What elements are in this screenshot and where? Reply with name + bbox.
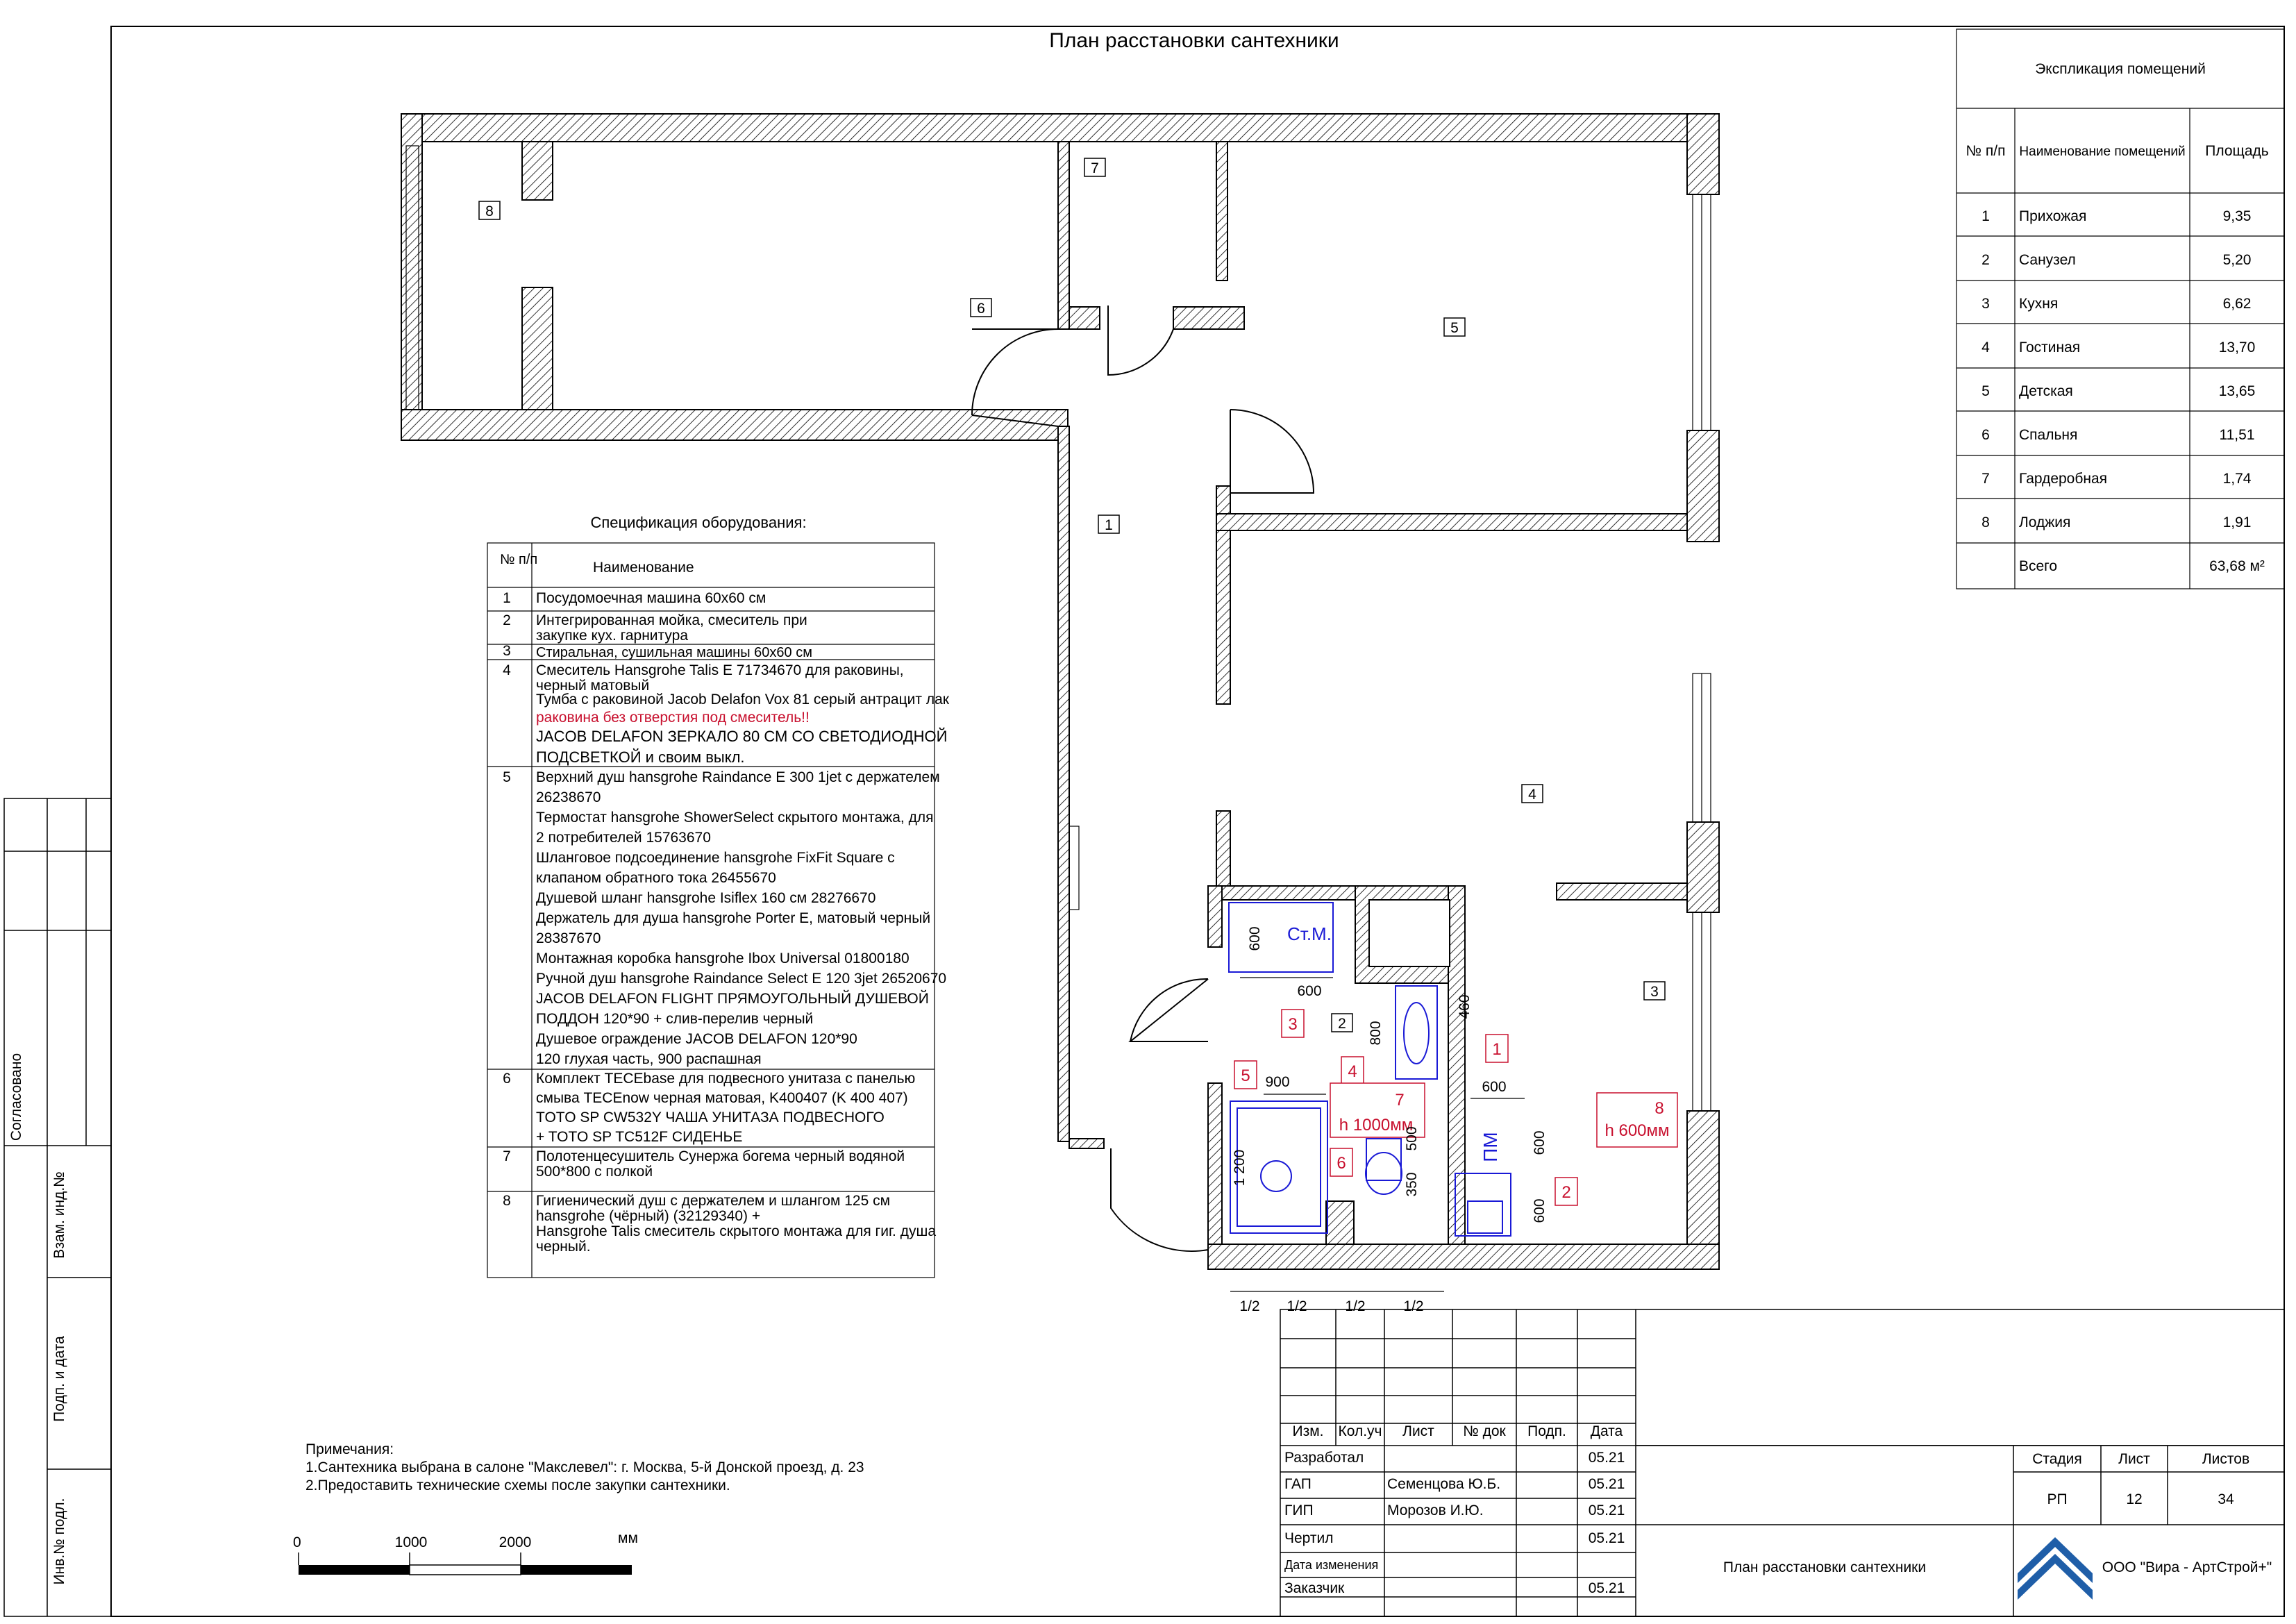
tb-drawing-name: План расстановки сантехники [1723, 1559, 1927, 1575]
room-tag-5: 5 [1450, 320, 1459, 336]
marker-4: 4 [1348, 1062, 1357, 1081]
dim-half-3: 1/2 [1345, 1298, 1366, 1314]
tb-sheet-label: Лист [2118, 1451, 2150, 1467]
spec-row-no: 8 [503, 1193, 511, 1209]
marker-7: 7 [1395, 1091, 1405, 1110]
dim-460: 460 [1457, 994, 1473, 1019]
marker-3: 3 [1288, 1015, 1298, 1034]
spec-row-line: ПОДДОН 120*90 + слив-перелив черный [536, 1011, 814, 1027]
spec-row-line: Стиральная, сушильная машины 60х60 см [536, 645, 812, 660]
tb-row-date: 05.21 [1588, 1530, 1625, 1546]
room-row-area: 13,65 [2218, 383, 2256, 399]
stamp-replace-inv: Взам. инд.№ [51, 1171, 67, 1259]
notes-line-2: 2.Предоставить технические схемы после закупки сантехники. [305, 1477, 730, 1493]
kitchen-sink [1468, 1201, 1502, 1233]
tb-company: ООО "Вира - АртСтрой+" [2102, 1559, 2272, 1575]
room-row-name: Лоджия [2019, 514, 2071, 530]
dim-600-b: 600 [1297, 983, 1322, 999]
spec-row-line: 26238670 [536, 789, 601, 805]
spec-row-line: JACOB DELAFON FLIGHT ПРЯМОУГОЛЬНЫЙ ДУШЕВОЙ [536, 991, 929, 1007]
washing-machine-label: Ст.М. [1287, 923, 1332, 944]
tb-stage: РП [2047, 1491, 2068, 1507]
room-row-name: Детская [2019, 383, 2073, 399]
spec-col-name: Наименование [593, 560, 694, 576]
spec-row-no: 6 [503, 1071, 511, 1087]
marker-1: 1 [1492, 1040, 1502, 1059]
spec-row-line: Термостат hansgrohe ShowerSelect скрытого монтажа, для [536, 810, 934, 826]
tb-row-name: Морозов И.Ю. [1387, 1502, 1484, 1518]
room-tag-1: 1 [1105, 517, 1113, 533]
spec-row-no: 7 [503, 1148, 511, 1164]
room-tag-6: 6 [977, 301, 985, 317]
tb-row-name: Семенцова Ю.Б. [1387, 1476, 1501, 1492]
spec-col-no: № п/п [500, 552, 538, 567]
tb-col-sign: Подп. [1527, 1423, 1566, 1439]
tb-col-doc: № док [1463, 1423, 1506, 1439]
tb-col-izm: Изм. [1292, 1423, 1324, 1439]
spec-row-line: 28387670 [536, 930, 601, 946]
room-row-name: Санузел [2019, 252, 2076, 268]
spec-row-line: 2 потребителей 15763670 [536, 830, 711, 846]
notes-line-1: 1.Сантехника выбрана в салоне "Макслевел": г. Москва, 5-й Донской проезд, д. 23 [305, 1459, 864, 1475]
rooms-col-no: № п/п [1966, 143, 2006, 159]
room-tag-2: 2 [1338, 1016, 1346, 1032]
room-row-name: Гардеробная [2019, 471, 2108, 487]
dim-900: 900 [1265, 1074, 1290, 1090]
room-row-no: 3 [1981, 296, 1990, 312]
dim-600-st: 600 [1247, 926, 1263, 951]
room-row-area: 9,35 [2222, 208, 2252, 224]
niche-interior [1369, 900, 1450, 966]
spec-row-line: Держатель для душа hansgrohe Porter E, матовый черный [536, 910, 931, 926]
stamp-sign-date: Подп. и дата [51, 1336, 67, 1422]
rooms-col-area: Площадь [2205, 143, 2269, 159]
scale-unit: мм [618, 1530, 638, 1546]
tb-col-list: Лист [1402, 1423, 1434, 1439]
scale-bar [299, 1552, 632, 1575]
spec-row-warning: раковина без отверстия под смеситель!! [536, 710, 810, 726]
spec-row-line: Тумба с раковиной Jacob Delafon Vox 81 серый антрацит лак [536, 692, 949, 708]
spec-row-line: Смеситель Hansgrohe Talis E 71734670 для раковины, [536, 662, 904, 678]
tb-row-role: Дата изменения [1284, 1558, 1379, 1572]
spec-row-line: hansgrohe (чёрный) (32129340) + [536, 1208, 761, 1224]
tb-sheets-label: Листов [2202, 1451, 2250, 1467]
marker-2: 2 [1561, 1183, 1571, 1202]
spec-row-line: Монтажная коробка hansgrohe Ibox Universal 01800180 [536, 951, 910, 966]
sheet-title: План расстановки сантехники [1049, 29, 1339, 52]
dim-500: 500 [1404, 1126, 1420, 1151]
room-row-no: 4 [1981, 340, 1990, 355]
room-row-area: 5,20 [2222, 252, 2252, 268]
tb-row-role: Разработал [1284, 1450, 1364, 1466]
spec-row-line: Посудомоечная машина 60х60 см [536, 590, 766, 606]
spec-row-line: черный матовый [536, 678, 650, 694]
spec-row-no: 5 [503, 769, 511, 785]
spec-row-no: 1 [503, 590, 511, 606]
room-row-no: 5 [1981, 383, 1990, 399]
toilet [1366, 1139, 1401, 1180]
tb-row-date: 05.21 [1588, 1450, 1625, 1466]
tb-row-role: ГАП [1284, 1476, 1312, 1492]
rooms-rows [1981, 208, 2255, 530]
spec-title: Спецификация оборудования: [590, 514, 807, 531]
rooms-total-area: 63,68 м² [2209, 558, 2265, 574]
marker-5: 5 [1241, 1066, 1250, 1085]
dim-1200: 1 200 [1232, 1149, 1248, 1187]
dim-600-e: 600 [1532, 1198, 1548, 1223]
spec-row-line: Верхний душ hansgrohe Raindance E 300 1jet с держателем [536, 769, 940, 785]
stamp-inv-orig: Инв.№ подл. [51, 1498, 67, 1585]
tb-col-date: Дата [1590, 1423, 1623, 1439]
dim-half-4: 1/2 [1403, 1298, 1424, 1314]
room-row-area: 1,74 [2222, 471, 2252, 487]
spec-row-no: 2 [503, 612, 511, 628]
spec-row-line: Шланговое подсоединение hansgrohe FixFit Square с [536, 850, 895, 866]
spec-row-line: закупке кух. гарнитура [536, 628, 688, 644]
company-logo [2016, 1530, 2094, 1602]
dim-600-c: 600 [1482, 1079, 1507, 1095]
dim-half-2: 1/2 [1287, 1298, 1307, 1314]
shower-drain-icon [1261, 1161, 1291, 1191]
tb-row-date: 05.21 [1588, 1476, 1625, 1492]
spec-row-line: 120 глухая часть, 900 распашная [536, 1051, 762, 1067]
spec-row-no: 4 [503, 662, 511, 678]
scale-0: 0 [293, 1534, 301, 1550]
rooms-total-label: Всего [2019, 558, 2058, 574]
spec-row-line: ПОДСВЕТКОЙ и своим выкл. [536, 748, 745, 766]
tb-row-date: 05.21 [1588, 1502, 1625, 1518]
spec-row-line: JACOB DELAFON ЗЕРКАЛО 80 СМ СО СВЕТОДИОДНОЙ [536, 728, 948, 745]
marker-8: 8 [1654, 1099, 1664, 1118]
spec-row-no: 3 [503, 643, 511, 659]
scale-2000: 2000 [498, 1534, 532, 1550]
room-row-no: 7 [1981, 471, 1990, 487]
tb-row-role: Заказчик [1284, 1580, 1345, 1596]
room-row-name: Спальня [2019, 427, 2078, 443]
notes-title: Примечания: [305, 1441, 394, 1457]
room-row-no: 1 [1981, 208, 1990, 224]
scale-1000: 1000 [394, 1534, 428, 1550]
dim-350: 350 [1404, 1172, 1420, 1197]
doors [972, 305, 1314, 1251]
spec-row-line: черный. [536, 1239, 591, 1255]
tb-stage-label: Стадия [2032, 1451, 2082, 1467]
spec-row-line: + TOTO SP TC512F СИДЕНЬЕ [536, 1129, 743, 1145]
spec-row-line: клапаном обратного тока 26455670 [536, 870, 776, 886]
room-row-area: 11,51 [2219, 427, 2255, 443]
room-row-area: 1,91 [2222, 514, 2252, 530]
tb-row-role: ГИП [1284, 1502, 1314, 1518]
spec-row-line: Hansgrohe Talis смеситель скрытого монтажа для гиг. душа [536, 1223, 936, 1239]
marker-6: 6 [1336, 1154, 1346, 1173]
dim-800: 800 [1368, 1021, 1384, 1046]
spec-row-line: Полотенцесушитель Сунержа богема черный водяной [536, 1148, 905, 1164]
spec-row-line: Душевое ограждение JACOB DELAFON 120*90 [536, 1031, 857, 1047]
spec-rows [503, 590, 950, 1255]
tb-col-kol: Кол.уч [1338, 1423, 1382, 1439]
room-tag-8: 8 [485, 203, 494, 219]
spec-row-line: Гигиенический душ с держателем и шлангом 125 см [536, 1193, 891, 1209]
room-tag-7: 7 [1091, 160, 1099, 176]
towel-height-label: h 600мм [1604, 1121, 1670, 1140]
room-row-no: 6 [1981, 427, 1990, 443]
dishwasher-label: ПМ [1480, 1132, 1501, 1162]
spec-row-line: TOTO SP CW532Y ЧАША УНИТАЗА ПОДВЕСНОГО [536, 1110, 885, 1125]
sink-cabinet [1396, 986, 1437, 1079]
room-row-name: Прихожая [2019, 208, 2087, 224]
stamp-agreed: Согласовано [8, 1053, 24, 1141]
rooms-col-name: Наименование помещений [2019, 144, 2186, 159]
hygienic-height-label: h 1000мм [1339, 1116, 1414, 1135]
room-row-no: 2 [1981, 252, 1990, 268]
dim-half-1: 1/2 [1239, 1298, 1260, 1314]
spec-row-line: Комплект TECEbase для подвесного унитаза с панелью [536, 1071, 916, 1087]
room-tag-4: 4 [1528, 787, 1536, 803]
spec-row-line: 500*800 с полкой [536, 1164, 653, 1180]
spec-row-line: Душевой шланг hansgrohe Isiflex 160 см 28276670 [536, 890, 876, 906]
room-tag-3: 3 [1650, 984, 1659, 1000]
spec-row-line: Интегрированная мойка, смеситель при [536, 612, 807, 628]
sheet-frame [111, 26, 2284, 1616]
tb-sheets: 34 [2218, 1491, 2234, 1507]
tb-sheet: 12 [2126, 1491, 2143, 1507]
spec-row-line: Ручной душ hansgrohe Raindance Select E 120 3jet 26520670 [536, 971, 947, 987]
tb-row-role: Чертил [1284, 1530, 1334, 1546]
room-row-area: 13,70 [2218, 340, 2256, 355]
room-row-no: 8 [1981, 514, 1990, 530]
rooms-table-title: Экспликация помещений [2035, 61, 2206, 77]
tb-row-date: 05.21 [1588, 1580, 1625, 1596]
room-row-area: 6,62 [2222, 296, 2252, 312]
dim-600-d: 600 [1532, 1130, 1548, 1155]
spec-row-line: смыва TECEnow черная матовая, K400407 (K 400 407) [536, 1090, 908, 1106]
room-row-name: Гостиная [2019, 340, 2081, 355]
room-row-name: Кухня [2019, 296, 2059, 312]
